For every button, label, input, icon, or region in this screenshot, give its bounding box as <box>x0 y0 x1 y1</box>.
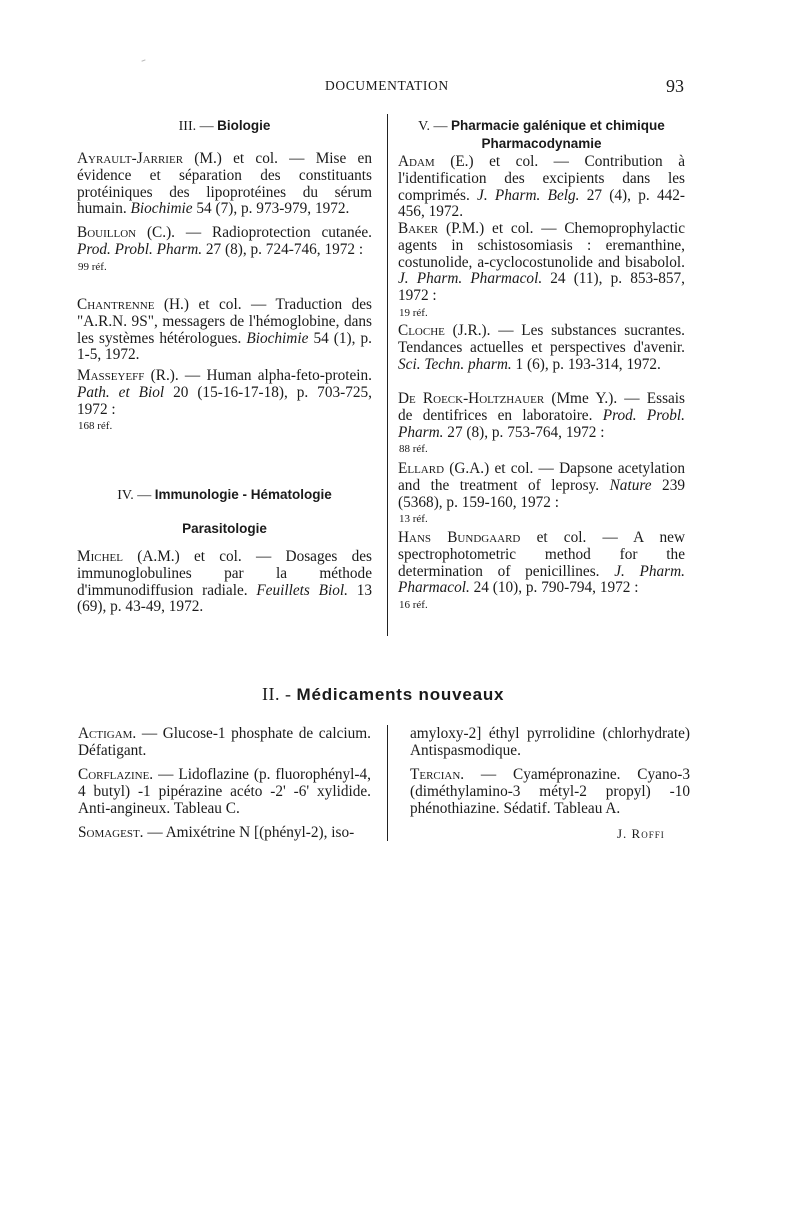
entry-author: Adam <box>398 153 435 170</box>
entry-author: Ellard <box>398 460 445 477</box>
drug-name: Corflazine. <box>78 766 154 783</box>
drug-somagest-continued <box>410 726 690 760</box>
section-ii-heading: Médicaments nouveaux <box>296 685 505 704</box>
entry-journal: Biochimie <box>246 329 309 347</box>
entry-journal: J. Pharm. Pharmacol. <box>398 562 686 597</box>
entry-michel <box>77 549 372 616</box>
drug-description: amyloxy-2] éthyl pyrrolidine (chlorhydrate) Antispasmodique. <box>410 725 690 759</box>
drug-tercian <box>410 767 690 817</box>
entry-details: 13 (69), p. 43-49, 1972. <box>77 581 372 616</box>
column-divider <box>387 114 388 636</box>
entry-author: Bouillon <box>77 224 137 241</box>
entry-adam <box>398 154 685 221</box>
entry-bouillon <box>77 225 372 275</box>
entry-details: 27 (8), p. 724-746, 1972 : <box>202 240 364 258</box>
entry-author: Cloche <box>398 322 445 339</box>
entry-journal: Path. et Biol <box>77 383 165 401</box>
author-signature: J. Roffi <box>617 826 665 841</box>
drug-description: — Amixétrine N [(phényl-2), iso- <box>143 824 355 841</box>
entry-chantrenne <box>77 297 372 364</box>
drug-description: — Lidoflazine (p. fluorophényl-4, 4 butyl) -1 pipérazine acéto -2' -6' xylidide. Anti-angineux. Tableau C. <box>78 766 371 817</box>
column-divider-2 <box>387 725 388 841</box>
entry-text: (M.) et col. — Mise en évidence et séparation des constituants protéiniques des lipoprotéines du sérum humain. <box>77 150 372 218</box>
entry-journal: Feuillets Biol. <box>256 581 348 599</box>
entry-details: 54 (1), p. 1-5, 1972. <box>77 329 372 364</box>
entry-author: Hans Bundgaard <box>398 529 521 546</box>
drug-corflazine <box>78 767 371 817</box>
entry-text: (A.M.) et col. — Dosages des immunoglobulines par la méthode d'immunodiffusion radiale. <box>77 548 372 599</box>
entry-journal: Prod. Probl. Pharm. <box>398 406 685 441</box>
entry-de-roeck <box>398 391 685 457</box>
entry-journal: J. Pharm. Belg. <box>477 186 580 204</box>
running-title: DOCUMENTATION <box>325 78 449 93</box>
entry-text: (C.). — Radioprotection cutanée. <box>136 224 372 241</box>
section-iii-title: III. — Biologie <box>178 118 271 134</box>
entry-text: (R.). — Human alpha-feto-protein. <box>144 367 372 384</box>
entry-ref-count: 88 réf. <box>399 443 428 456</box>
entry-details: 27 (8), p. 753-764, 1972 : <box>443 423 605 441</box>
entry-text: (G.A.) et col. — Dapsone acetylation and the treatment of leprosy. <box>398 460 685 494</box>
entry-author: Michel <box>77 548 123 565</box>
entry-text: (E.) et col. — Contribution à l'identification des excipients dans les comprimés. <box>398 153 685 204</box>
entry-baker <box>398 221 685 321</box>
entry-ref-count: 19 réf. <box>399 306 428 319</box>
entry-ayrault <box>77 151 372 218</box>
entry-text: et col. — A new spectrophotometric method for the determination of penicillines. <box>398 529 685 580</box>
drug-description: — Glucose-1 phosphate de calcium. Défatigant. <box>78 725 371 759</box>
entry-details: 27 (4), p. 442-456, 1972. <box>398 186 685 221</box>
entry-journal: Prod. Probl. Pharm. <box>77 240 203 258</box>
entry-text: (J.R.). — Les substances sucrantes. Tendances actuelles et perspectives d'avenir. <box>398 322 685 356</box>
entry-journal: Sci. Techn. pharm. <box>398 355 512 373</box>
section-iv-subheading: Parasitologie <box>182 521 267 536</box>
entry-author: Ayrault-Jarrier <box>77 150 184 167</box>
entry-cloche <box>398 323 685 373</box>
section-iv-number: IV. — <box>117 488 152 503</box>
section-iii <box>77 117 372 135</box>
entry-journal: Biochimie <box>130 200 193 218</box>
entry-details: 239 (5368), p. 159-160, 1972 : <box>398 476 685 511</box>
entry-details: 54 (7), p. 973-979, 1972. <box>192 200 350 218</box>
entry-bundgaard <box>398 530 685 613</box>
entry-text: (Mme Y.). — Essais de dentifrices en laboratoire. <box>398 390 686 424</box>
section-v-subheading: Pharmacodynamie <box>481 136 602 151</box>
section-v-heading: Pharmacie galénique et chimique <box>450 118 665 133</box>
entry-journal: J. Pharm. Pharmacol. <box>398 270 543 288</box>
drug-actigam <box>78 726 371 760</box>
drug-description: — Cyamépronazine. Cyano-3 (diméthylamino-3 métyl-2 propyl) -10 phénothiazine. Sédatif. Tableau A. <box>410 766 690 817</box>
entry-ref-count: 16 réf. <box>399 599 428 612</box>
entry-ref-count: 168 réf. <box>78 420 113 433</box>
section-v-number: V. — <box>418 119 448 134</box>
drug-name: Somagest. <box>78 824 144 841</box>
entry-ref-count: 99 réf. <box>78 260 107 273</box>
entry-masseyeff <box>77 368 372 434</box>
entry-author: De Roeck-Holtzhauer <box>398 390 545 407</box>
drug-name: Tercian. <box>410 766 465 783</box>
drug-somagest <box>78 825 371 842</box>
entry-text: (P.M.) et col. — Chemoprophylactic agents in schistosomiasis : eremanthine, costunolide, a-cyclocostunolide and bisabolol. <box>398 220 685 271</box>
entry-details: 24 (11), p. 853-857, 1972 : <box>398 270 686 305</box>
page-number: 93 <box>666 76 684 96</box>
stray-mark <box>141 59 146 64</box>
entry-ellard <box>398 461 685 527</box>
entry-details: 20 (15-16-17-18), p. 703-725, 1972 : <box>77 383 372 418</box>
entry-details: 24 (10), p. 790-794, 1972 : <box>469 579 639 597</box>
section-iv-title <box>77 486 372 538</box>
section-v-title <box>398 117 685 153</box>
entry-text: (H.) et col. — Traduction des "A.R.N. 9S", messagers de l'hémoglobine, dans les systèmes hétérologues. <box>77 296 372 347</box>
section-iv-heading: Immunologie - Hématologie <box>154 487 332 502</box>
section-ii-number: II. - <box>262 684 292 704</box>
entry-author: Chantrenne <box>77 296 155 313</box>
drug-name: Actigam. <box>78 725 137 742</box>
section-ii-title <box>262 684 504 705</box>
entry-author: Masseyeff <box>77 367 145 384</box>
entry-details: 1 (6), p. 193-314, 1972. <box>511 355 661 373</box>
entry-author: Baker <box>398 220 439 237</box>
entry-ref-count: 13 réf. <box>399 513 428 526</box>
entry-journal: Nature <box>609 476 652 494</box>
